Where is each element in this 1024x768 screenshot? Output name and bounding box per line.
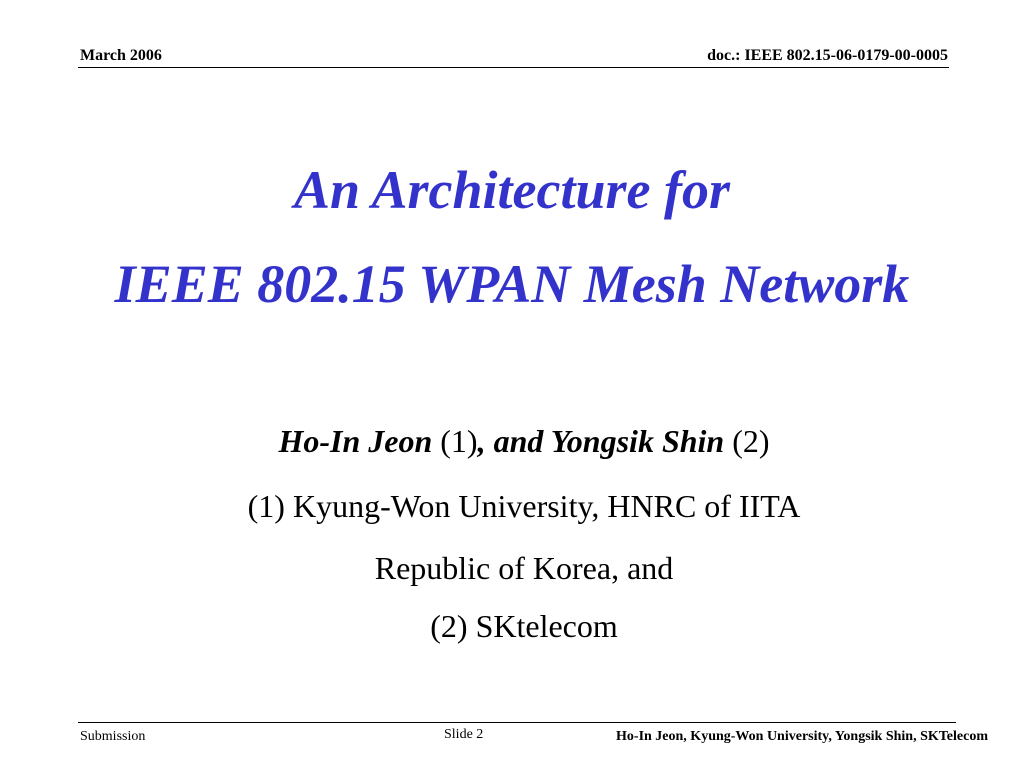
footer-divider	[78, 722, 956, 723]
author-1-name: Ho-In Jeon	[278, 423, 433, 459]
title-line-1: An Architecture for	[293, 160, 731, 220]
footer-authors: Ho-In Jeon, Kyung-Won University, Yongsik Shin, SKTelecom	[616, 729, 988, 744]
author-2-ref: (2)	[724, 423, 770, 459]
author-2-name: , and Yongsik Shin	[477, 423, 725, 459]
footer-submission: Submission	[80, 729, 146, 744]
footer-slide-number: Slide 2	[444, 727, 484, 742]
header-doc-id: doc.: IEEE 802.15-06-0179-00-0005	[707, 47, 948, 64]
header-date: March 2006	[80, 47, 162, 64]
title-line-2: IEEE 802.15 WPAN Mesh Network	[114, 254, 910, 314]
affiliation-line-1: (1) Kyung-Won University, HNRC of IITA	[247, 488, 801, 524]
affiliation-line-2: Republic of Korea, and	[374, 550, 674, 586]
affiliation-line-3: (2) SKtelecom	[430, 608, 618, 644]
header-divider	[78, 67, 949, 68]
author-line	[0, 423, 1024, 460]
author-1-ref: (1)	[432, 423, 478, 459]
